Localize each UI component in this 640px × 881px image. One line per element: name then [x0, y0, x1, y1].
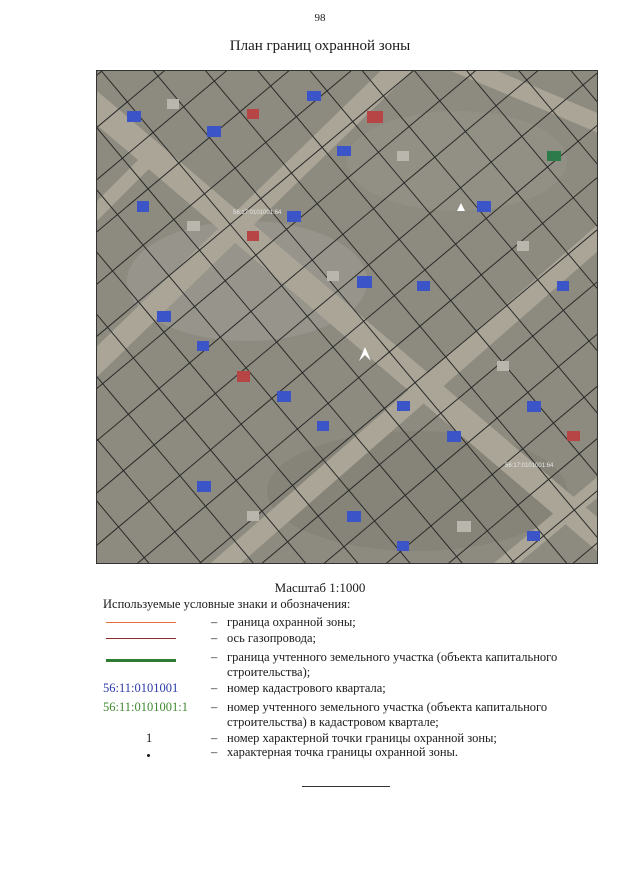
legend-text: номер характерной точки границы охранной зоны;: [227, 731, 497, 745]
legend-item-cadastral-quarter: [96, 681, 596, 696]
legend-dash: –: [211, 650, 218, 664]
page-number: 98: [314, 12, 326, 24]
legend-text: номер учтенного земельного участка (объекта капитального строительства) в кадастровом квартале;: [227, 700, 548, 729]
green-line-symbol: [106, 659, 176, 662]
orange-line-symbol: [106, 622, 176, 623]
legend-dash: –: [211, 615, 218, 629]
map-label: 56:17:0101001:64: [233, 210, 282, 216]
legend-dash: –: [211, 745, 218, 759]
legend-item-protection-zone-border: [96, 615, 596, 630]
legend-header: Используемые условные знаки и обозначения:: [103, 597, 351, 611]
legend-text: граница охранной зоны;: [227, 615, 356, 629]
brown-line-symbol: [106, 638, 176, 639]
legend-dash: –: [211, 700, 218, 714]
legend-text: граница учтенного земельного участка (объекта капитального строительства);: [227, 650, 558, 679]
satellite-map: [96, 70, 598, 564]
legend-dash: –: [211, 631, 218, 645]
legend-text: номер кадастрового квартала;: [227, 681, 386, 695]
legend-item-land-parcel-border: [96, 650, 596, 682]
legend-item-pipeline-axis: [96, 631, 596, 646]
legend-item-characteristic-point: [96, 745, 596, 760]
legend-dash: –: [211, 681, 218, 695]
legend-dash: –: [211, 731, 218, 745]
point-number-symbol: 1: [146, 731, 153, 745]
legend-text: ось газопровода;: [227, 631, 317, 645]
dot-symbol: [147, 754, 150, 757]
cadastral-quarter-code: 56:11:0101001: [103, 681, 179, 695]
legend-item-point-number: [96, 731, 596, 746]
document-title: План границ охранной зоны: [229, 38, 411, 54]
map-label: 56:17:0101001:64: [505, 463, 554, 469]
legend-item-registered-parcel: [96, 700, 596, 732]
parcel-code: 56:11:0101001:1: [103, 700, 188, 714]
legend-text: характерная точка границы охранной зоны.: [227, 745, 459, 759]
scale-label: Масштаб 1:1000: [274, 580, 366, 595]
bottom-divider: [302, 786, 390, 787]
